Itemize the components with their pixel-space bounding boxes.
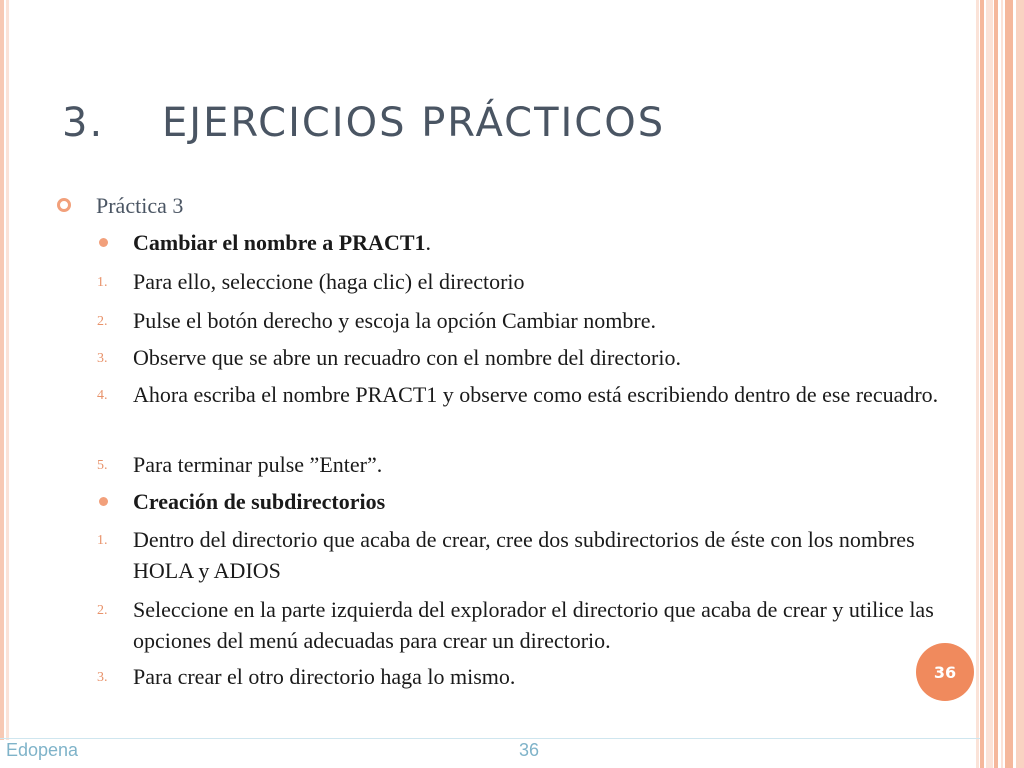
list-number: 4. — [97, 388, 108, 403]
title-number: 3. — [62, 100, 105, 146]
list-item-text: Ahora escriba el nombre PRACT1 y observe como está escribiendo dentro de ese recuadro. — [133, 382, 939, 407]
list-number: 1. — [97, 275, 108, 290]
footer-divider — [0, 738, 980, 739]
list-item-text: Para ello, seleccione (haga clic) el directorio — [133, 269, 525, 294]
bullet-icon — [99, 238, 108, 247]
list-item-text: Pulse el botón derecho y escoja la opción Cambiar nombre. — [133, 308, 656, 333]
footer-page-number: 36 — [519, 740, 540, 760]
list-item-text: Dentro del directorio que acaba de crear, cree dos subdirectorios de éste con los nombres HOLA y ADIOS — [133, 527, 915, 583]
list-item-text: Para crear el otro directorio haga lo mismo. — [133, 664, 516, 689]
list-number: 5. — [97, 458, 108, 473]
level1-item: Práctica 3 — [96, 193, 184, 218]
list-number: 2. — [97, 603, 108, 618]
page-number-badge: 36 — [916, 643, 974, 701]
list-item-text: Para terminar pulse ”Enter”. — [133, 452, 383, 477]
footer-author: Edopena — [6, 740, 79, 760]
list-item-text: Observe que se abre un recuadro con el nombre del directorio. — [133, 345, 681, 370]
list-number: 1. — [97, 533, 108, 548]
list-number: 2. — [97, 314, 108, 329]
list-item-text: Seleccione en la parte izquierda del explorador el directorio que acaba de crear y utilice las opciones del menú adecuadas para crear un directorio. — [133, 597, 934, 653]
bullet-icon — [99, 497, 108, 506]
list-item-suffix: . — [425, 230, 432, 255]
title-text: EJERCICIOS PRÁCTICOS — [162, 100, 666, 146]
list-item-text: Cambiar el nombre a PRACT1 — [133, 230, 426, 255]
list-number: 3. — [97, 670, 108, 685]
list-item-text: Creación de subdirectorios — [133, 489, 386, 514]
list-number: 3. — [97, 351, 108, 366]
